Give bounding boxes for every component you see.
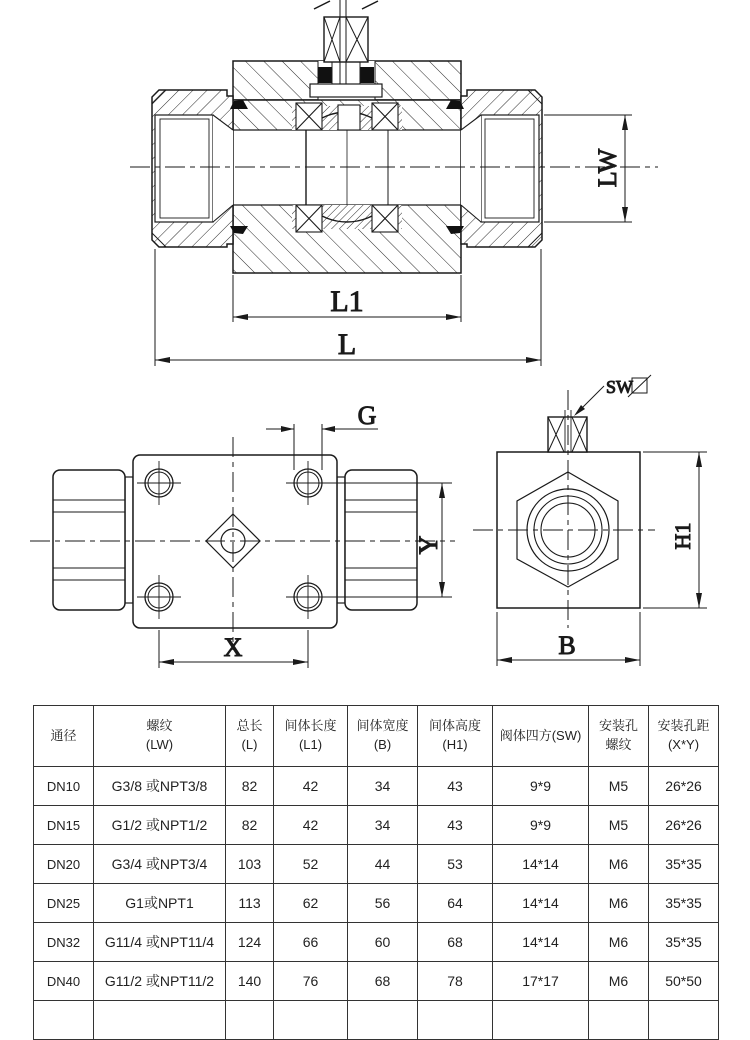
table-cell (348, 1001, 418, 1040)
table-cell: 68 (348, 962, 418, 1001)
table-cell: G1或NPT1 (94, 884, 226, 923)
dim-label-g: G (357, 401, 377, 430)
header-line2: 螺纹 (605, 737, 632, 752)
callout-sw (574, 375, 651, 416)
column-header (274, 706, 348, 767)
table-cell: DN10 (34, 767, 94, 806)
table-cell: 17*17 (493, 962, 589, 1001)
table-cell: 9*9 (493, 806, 589, 845)
left-end-cap (152, 90, 233, 247)
table-cell: 82 (226, 806, 274, 845)
table-cell: 76 (274, 962, 348, 1001)
column-header (418, 706, 493, 767)
spec-table-container (33, 705, 718, 1040)
table-cell: 66 (274, 923, 348, 962)
spec-table-header (34, 706, 719, 767)
column-header (348, 706, 418, 767)
table-cell: 68 (418, 923, 493, 962)
dim-label-y: Y (414, 535, 443, 555)
table-cell: DN20 (34, 845, 94, 884)
table-cell: 34 (348, 767, 418, 806)
table-row (34, 884, 719, 923)
table-cell: G3/4 或NPT3/4 (94, 845, 226, 884)
table-cell: 62 (274, 884, 348, 923)
header-line2: (B) (373, 737, 392, 752)
table-cell: M6 (589, 845, 649, 884)
table-cell: 9*9 (493, 767, 589, 806)
header-line2: (L1) (298, 737, 323, 752)
table-cell (94, 1001, 226, 1040)
table-cell: M5 (589, 767, 649, 806)
header-line1: 安装孔距 (657, 718, 710, 734)
table-cell: 14*14 (493, 884, 589, 923)
table-cell: 35*35 (649, 884, 719, 923)
header-line1: 间体宽度 (356, 718, 409, 734)
table-cell: 60 (348, 923, 418, 962)
side-view (473, 375, 707, 666)
header-line1: 通径 (50, 727, 77, 743)
table-cell (418, 1001, 493, 1040)
table-row (34, 962, 719, 1001)
right-end-cap (461, 90, 542, 247)
header-line2: (L) (241, 737, 258, 752)
table-cell (274, 1001, 348, 1040)
table-cell: DN32 (34, 923, 94, 962)
table-cell: 113 (226, 884, 274, 923)
table-cell: M5 (589, 806, 649, 845)
dim-label-b: B (558, 631, 576, 660)
table-cell: 124 (226, 923, 274, 962)
table-row (34, 923, 719, 962)
table-cell (34, 1001, 94, 1040)
spec-table (33, 705, 719, 1040)
header-line1: 阀体四方(SW) (499, 727, 582, 743)
table-cell: 14*14 (493, 845, 589, 884)
table-cell: M6 (589, 884, 649, 923)
left-connector (53, 470, 125, 610)
dimension-x (159, 630, 308, 668)
table-cell: 43 (418, 767, 493, 806)
table-cell: G3/8 或NPT3/8 (94, 767, 226, 806)
table-cell: DN25 (34, 884, 94, 923)
section-view (130, 0, 658, 366)
table-cell: 42 (274, 767, 348, 806)
dimension-b (497, 612, 640, 666)
dimension-l1 (233, 275, 461, 322)
dimension-lw (544, 115, 632, 222)
table-cell: DN40 (34, 962, 94, 1001)
spec-table-body (34, 767, 719, 1040)
table-cell: 26*26 (649, 806, 719, 845)
table-cell: DN15 (34, 806, 94, 845)
table-cell (493, 1001, 589, 1040)
table-cell (226, 1001, 274, 1040)
header-line1: 间体高度 (428, 718, 481, 734)
column-header (226, 706, 274, 767)
dim-label-l: L (337, 328, 357, 361)
header-line2: (H1) (442, 737, 468, 752)
column-header (493, 706, 589, 767)
right-connector (345, 470, 417, 610)
header-line1: 总长 (236, 718, 263, 734)
header-line1: 间体长度 (284, 718, 337, 734)
table-cell: M6 (589, 923, 649, 962)
header-line1: 安装孔 (598, 718, 638, 734)
dim-label-l1: L1 (330, 285, 364, 318)
header-line2: (X*Y) (667, 737, 700, 752)
front-view (30, 401, 455, 668)
table-row (34, 767, 719, 806)
table-cell: 42 (274, 806, 348, 845)
table-cell: G11/2 或NPT11/2 (94, 962, 226, 1001)
column-header (34, 706, 94, 767)
table-cell: 56 (348, 884, 418, 923)
table-cell: 35*35 (649, 923, 719, 962)
table-cell: 52 (274, 845, 348, 884)
table-row (34, 806, 719, 845)
dim-label-sw: SW (606, 377, 633, 397)
table-cell: 50*50 (649, 962, 719, 1001)
dim-label-h1: H1 (670, 522, 695, 550)
partial-row (34, 1001, 719, 1040)
table-cell: 14*14 (493, 923, 589, 962)
table-cell: G1/2 或NPT1/2 (94, 806, 226, 845)
dim-label-lw: LW (593, 148, 622, 188)
header-line1: 螺纹 (146, 718, 173, 734)
table-cell: 103 (226, 845, 274, 884)
table-cell: G11/4 或NPT11/4 (94, 923, 226, 962)
table-cell: 53 (418, 845, 493, 884)
table-cell: M6 (589, 962, 649, 1001)
table-cell: 78 (418, 962, 493, 1001)
dim-label-x: X (223, 633, 243, 662)
table-cell: 26*26 (649, 767, 719, 806)
column-header (94, 706, 226, 767)
table-cell (589, 1001, 649, 1040)
table-cell: 82 (226, 767, 274, 806)
table-cell: 64 (418, 884, 493, 923)
table-cell: 34 (348, 806, 418, 845)
table-row (34, 845, 719, 884)
table-cell: 43 (418, 806, 493, 845)
header-row (34, 706, 719, 767)
column-header (649, 706, 719, 767)
table-cell: 35*35 (649, 845, 719, 884)
table-cell: 44 (348, 845, 418, 884)
table-cell: 140 (226, 962, 274, 1001)
column-header (589, 706, 649, 767)
table-cell (649, 1001, 719, 1040)
header-line2: (LW) (145, 737, 174, 752)
